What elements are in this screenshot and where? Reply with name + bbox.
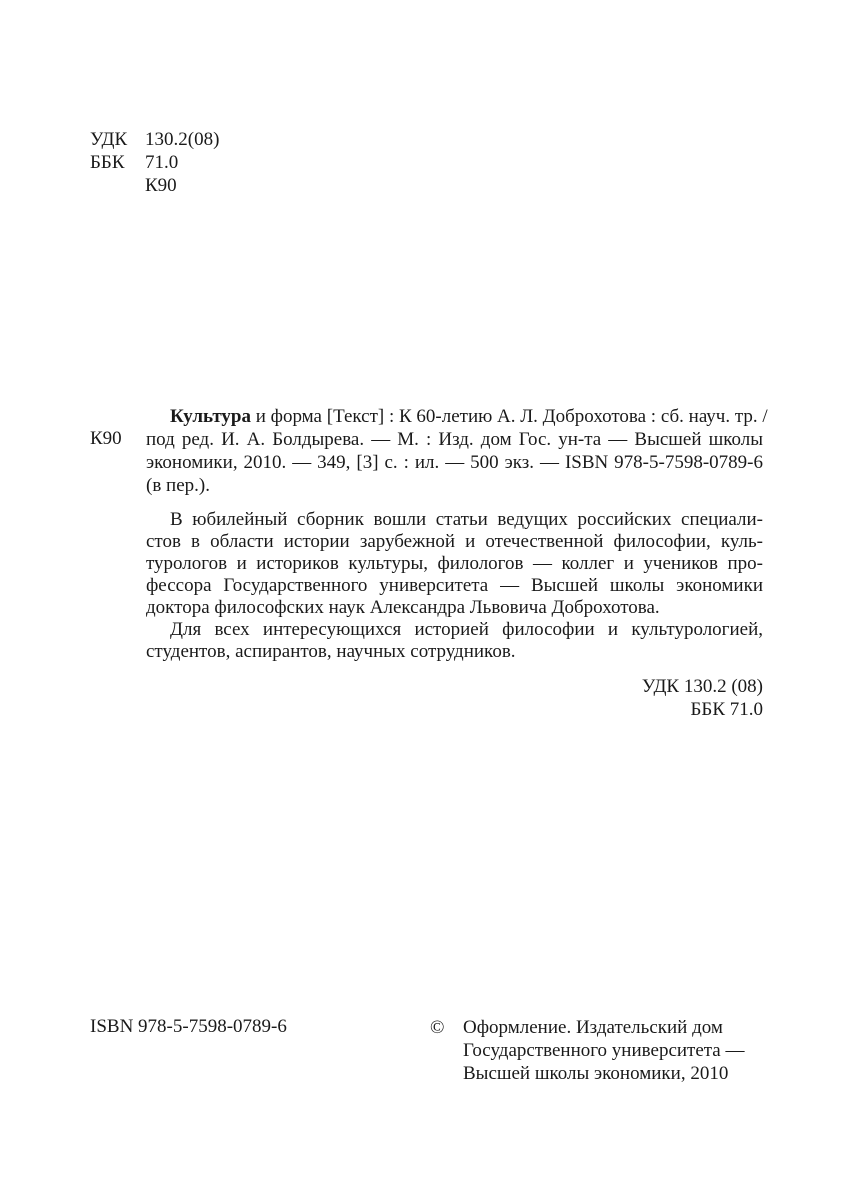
record-side-code: К90: [90, 428, 122, 449]
classification-codes: [642, 675, 763, 721]
classification-block: [90, 128, 219, 197]
copyright-line: Государственного университета —: [463, 1040, 745, 1061]
annotation-line: фессора Государственного университета — Высшей школы экономики: [146, 575, 763, 596]
annotation-line: В юбилейный сборник вошли статьи ведущих российских специали-: [170, 509, 763, 530]
annotation-line: доктора философских наук Александра Львовича Доброхотова.: [146, 597, 660, 618]
record-line-1: [146, 405, 768, 428]
annotation-line: студентов, аспирантов, научных сотрудников.: [146, 641, 516, 662]
copyright-text: [463, 1016, 745, 1085]
udk-row: [90, 128, 219, 151]
bbk-code: ББК 71.0: [690, 699, 763, 720]
annotation-line: турологов и историков культуры, филологов — коллег и учеников про-: [146, 553, 763, 574]
bbk-value: 71.0: [145, 152, 179, 173]
author-mark: К90: [145, 175, 177, 196]
record-title-bold: Культура: [170, 406, 251, 427]
record-line-1-rest: и форма [Текст] : К 60-летию А. Л. Доброхотова : сб. науч. тр. /: [250, 406, 768, 427]
footer-isbn: ISBN 978-5-7598-0789-6: [90, 1016, 287, 1037]
copyright-line: Оформление. Издательский дом: [463, 1017, 723, 1038]
annotation-line: стов в области истории зарубежной и отечественной философии, куль-: [146, 531, 763, 552]
bibliographic-record: [146, 405, 768, 497]
copyright-icon: ©: [430, 1017, 445, 1038]
annotation-line: Для всех интересующихся историей философии и культурологией,: [170, 619, 763, 640]
copyright-block: [430, 1016, 745, 1085]
udk-label: УДК: [90, 129, 128, 150]
record-line-2: под ред. И. А. Болдырева. — М. : Изд. дом Гос. ун-та — Высшей школы: [146, 429, 763, 450]
record-line-3: экономики, 2010. — 349, [3] с. : ил. — 500 экз. — ISBN 978-5-7598-0789-6: [146, 452, 763, 473]
record-line-4: (в пер.).: [146, 475, 210, 496]
annotation: [146, 509, 763, 663]
udk-code: УДК 130.2 (08): [641, 676, 763, 697]
bbk-label: ББК: [90, 152, 125, 173]
copyright-line: Высшей школы экономики, 2010: [463, 1063, 729, 1084]
udk-value: 130.2(08): [145, 129, 220, 150]
bbk-row: [90, 151, 219, 174]
